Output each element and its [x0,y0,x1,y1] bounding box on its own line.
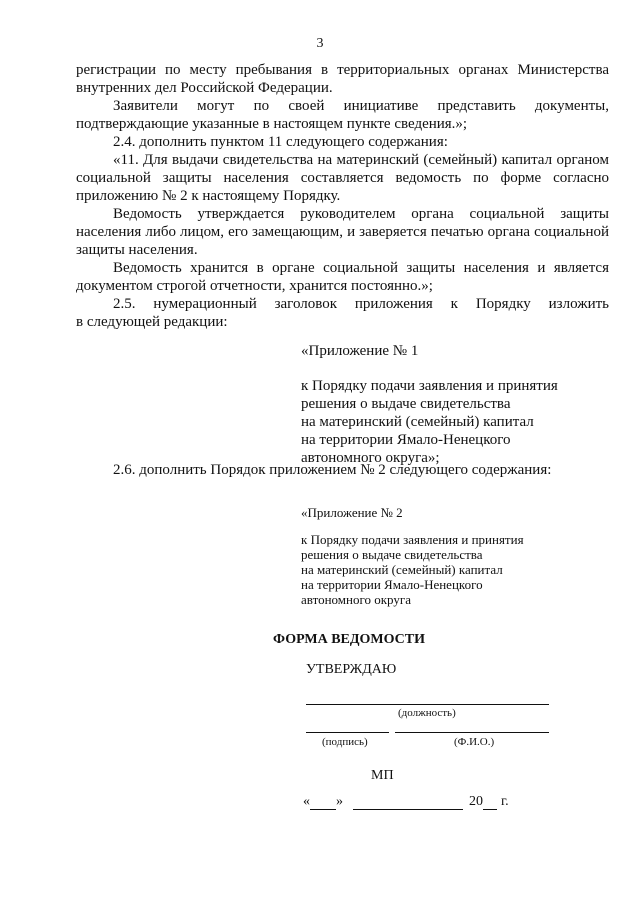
page-number: 3 [316,36,324,51]
paragraph-point-11: «11. Для выдачи свидетельства на материнский (семейный) капитал органом социальной защиты населения составляется ведомость по форме согласно приложению № 2 к настоящему Порядку. [76,152,609,204]
year-blank [483,795,497,810]
position-line [306,704,549,705]
appendix2-line: на территории Ямало-Ненецкого [301,577,483,592]
form-title: ФОРМА ВЕДОМОСТИ [273,632,426,647]
appendix1-line: к Порядку подачи заявления и принятия [301,378,558,394]
paragraph-2-5: 2.5. нумерационный заголовок приложения к Порядку изложить [113,296,609,312]
paragraph-2-5-cont: в следующей редакции: [76,314,228,330]
appendix1-title: «Приложение № 1 [301,343,419,359]
body-text [76,61,609,331]
appendix2-caption [301,532,524,607]
name-line [395,732,549,733]
appendix1-line: автономного округа»; [301,450,440,466]
appendix2-line: на материнский (семейный) капитал [301,562,503,577]
paragraph-applicants: Заявители могут по своей инициативе представить документы, подтверждающие указанные в настоящем пункте сведения.»; [76,98,609,132]
appendix1-line: решения о выдаче свидетельства [301,396,511,412]
appendix1-line: на территории Ямало-Ненецкого [301,432,511,448]
month-blank [353,795,463,810]
year-prefix: 20 [469,794,483,809]
appendix2-line: решения о выдаче свидетельства [301,547,483,562]
appendix1-caption [301,377,558,467]
signature-caption: (подпись) [322,736,368,748]
name-caption: (Ф.И.О.) [454,736,495,748]
paragraph-2-4: 2.4. дополнить пунктом 11 следующего содержания: [113,134,448,150]
seal-label: МП [371,768,394,783]
paragraph-storage: Ведомость хранится в органе социальной защиты населения и является документом строгой отчетности, хранится постоянно.»; [76,260,609,294]
signature-line [306,732,389,733]
appendix2-line: к Порядку подачи заявления и принятия [301,532,524,547]
paragraph-approval: Ведомость утверждается руководителем органа социальной защиты населения либо лицом, его замещающим, и заверяется печатью органа социальной защиты населения. [76,206,609,258]
appendix1-line: на материнский (семейный) капитал [301,414,534,430]
date-close-quote: » [336,794,343,809]
paragraph-2-6: 2.6. дополнить Порядок приложением № 2 следующего содержания: [113,462,552,478]
date-field [303,794,509,810]
year-suffix: г. [501,794,509,809]
appendix2-title: «Приложение № 2 [301,505,403,520]
day-blank [310,795,336,810]
position-caption: (должность) [398,707,456,719]
approve-label: УТВЕРЖДАЮ [306,662,397,677]
appendix2-line: автономного округа [301,592,411,607]
paragraph-continuation: регистрации по месту пребывания в территориальных органах Министерства внутренних дел Российской Федерации. [76,62,609,96]
date-open-quote: « [303,794,310,809]
